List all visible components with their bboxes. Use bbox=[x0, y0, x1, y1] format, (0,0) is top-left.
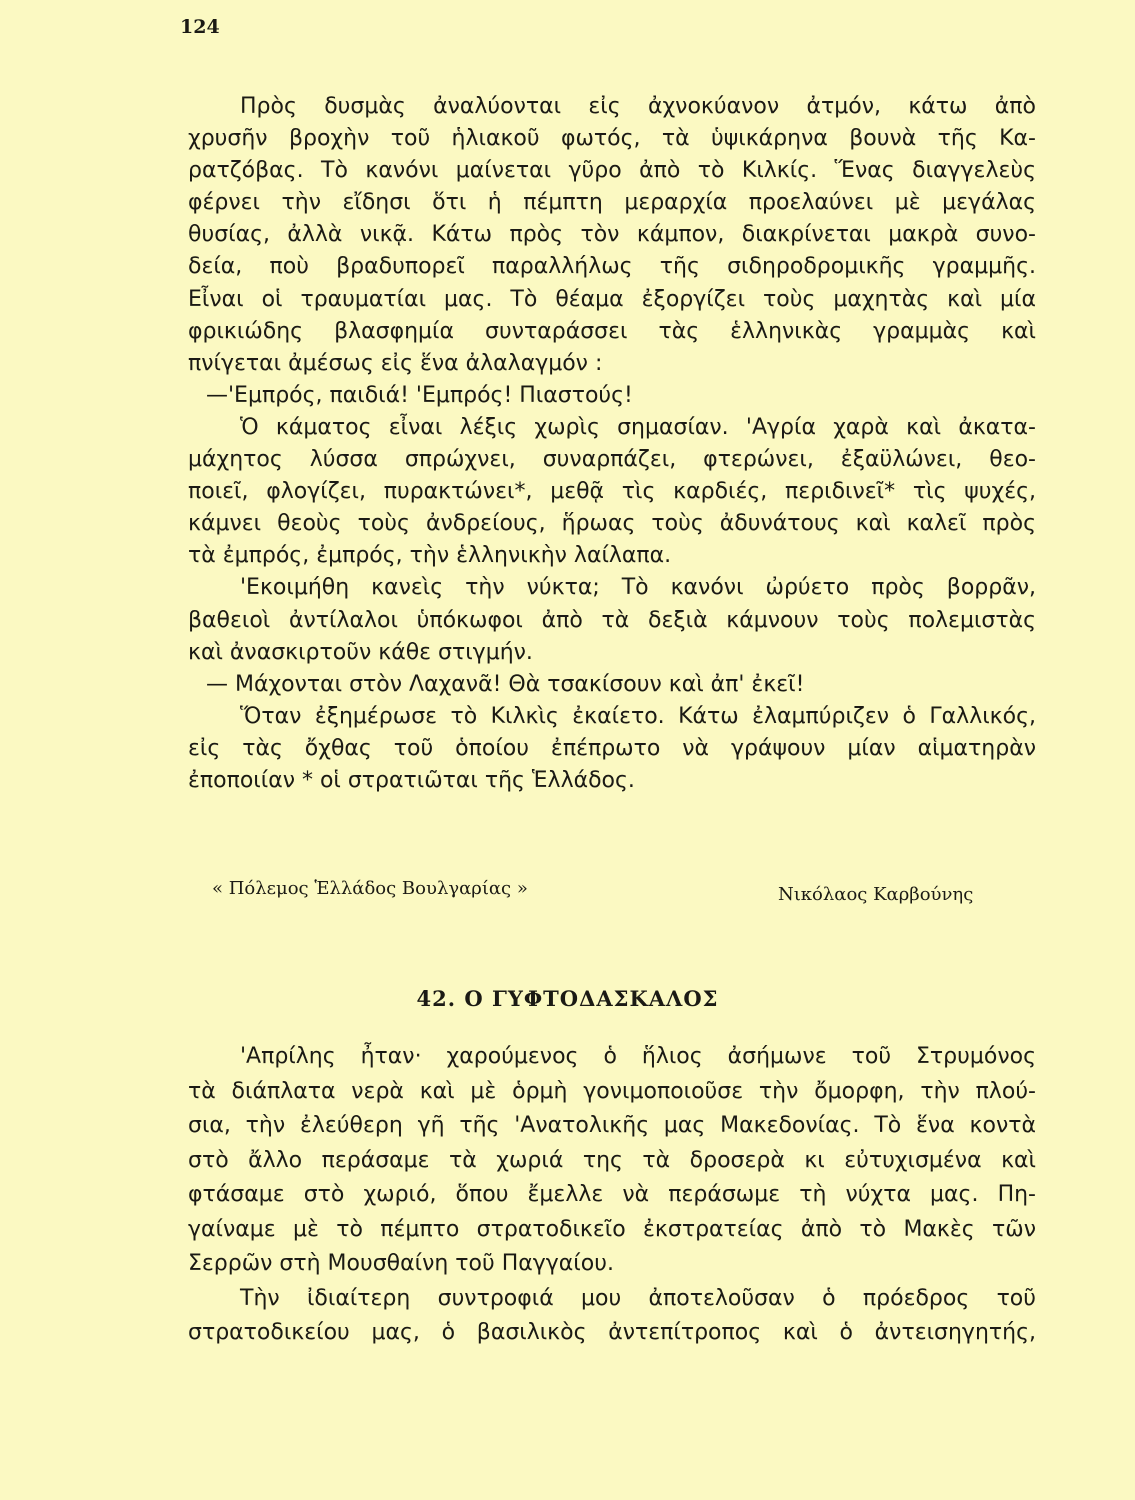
text-line: θυσίας, ἀλλὰ νικᾷ. Κάτω πρὸς τὸν κάμπον, διακρίνεται μακρὰ συνο- bbox=[188, 222, 1036, 248]
text-line: σια, τὴν ἐλεύθερη γῆ τῆς 'Ανατολικῆς μας Μακεδονίας. Τὸ ἕνα κοντὰ bbox=[188, 1113, 1036, 1138]
page-number: 124 bbox=[180, 16, 220, 38]
text-line: κάμνει θεοὺς τοὺς ἀνδρείους, ἥρωας τοὺς ἀδυνάτους καὶ καλεῖ πρὸς bbox=[188, 511, 1036, 537]
citation-source: « Πόλεμος Ἑλλάδος Βουλγαρίας » bbox=[212, 878, 528, 899]
text-line: στὸ ἄλλο περάσαμε τὰ χωριά της τὰ δροσερὰ κι εὐτυχισμένα καὶ bbox=[188, 1147, 1036, 1173]
text-line: Εἶναι οἱ τραυματίαι μας. Τὸ θέαμα ἐξοργίζει τοὺς μαχητὰς καὶ μία bbox=[188, 286, 1036, 312]
text-line: χρυσῆν βροχὴν τοῦ ἡλιακοῦ φωτός, τὰ ὑψικάρηνα βουνὰ τῆς Κα- bbox=[188, 126, 1036, 152]
text-line: ἐποποιίαν * οἱ στρατιῶται τῆς Ἑλλάδος. bbox=[188, 767, 635, 793]
section-2-text bbox=[188, 1040, 1036, 1351]
text-line: πνίγεται ἀμέσως εἰς ἕνα ἀλαλαγμόν : bbox=[188, 350, 603, 376]
dialogue-line: — Μάχονται στὸν Λαχανᾶ! Θὰ τσακίσουν καὶ ἀπ' ἐκεῖ! bbox=[206, 671, 805, 697]
text-line: φτάσαμε στὸ χωριό, ὅπου ἔμελλε νὰ περάσωμε τὴ νύχτα μας. Πη- bbox=[188, 1182, 1036, 1207]
text-line: φέρνει τὴν εἴδησι ὅτι ἡ πέμπτη μεραρχία προελαύνει μὲ μεγάλας bbox=[188, 190, 1036, 216]
text-line: ρατζόβας. Τὸ κανόνι μαίνεται γῦρο ἀπὸ τὸ Κιλκίς. Ἕνας διαγγελεὺς bbox=[188, 158, 1036, 184]
dialogue-line: —'Εμπρός, παιδιά! 'Εμπρός! Πιαστούς! bbox=[206, 382, 633, 408]
text-line: τὰ διάπλατα νερὰ καὶ μὲ ὁρμὴ γονιμοποιοῦσε τὴν ὄμορφη, τὴν πλού- bbox=[188, 1078, 1036, 1104]
text-line: βαθειοὶ ἀντίλαλοι ὑπόκωφοι ἀπὸ τὰ δεξιὰ κάμνουν τοὺς πολεμιστὰς bbox=[188, 607, 1036, 633]
text-line: Ὅταν ἐξημέρωσε τὸ Κιλκὶς ἐκαίετο. Κάτω ἐλαμπύριζεν ὁ Γαλλικός, bbox=[240, 703, 1036, 729]
text-line: δεία, ποὺ βραδυπορεῖ παραλλήλως τῆς σιδηροδρομικῆς γραμμῆς. bbox=[188, 254, 1036, 280]
text-line: τὰ ἐμπρός, ἐμπρός, τὴν ἑλληνικὴν λαίλαπα. bbox=[188, 543, 672, 569]
text-line: Ὁ κάματος εἶναι λέξις χωρὶς σημασίαν. 'Αγρία χαρὰ καὶ ἀκατα- bbox=[240, 414, 1036, 440]
citation-author: Νικόλαος Καρβούνης bbox=[778, 884, 974, 905]
text-line: γαίναμε μὲ τὸ πέμπτο στρατοδικεῖο ἐκστρατείας ἀπὸ τὸ Μακὲς τῶν bbox=[188, 1216, 1036, 1242]
text-line: Σερρῶν στὴ Μουσθαίνη τοῦ Παγγαίου. bbox=[188, 1251, 614, 1276]
text-line: καὶ ἀνασκιρτοῦν κάθε στιγμήν. bbox=[188, 639, 533, 665]
text-line: Τὴν ἰδιαίτερη συντροφιά μου ἀποτελοῦσαν ὁ πρόεδρος τοῦ bbox=[240, 1285, 1036, 1311]
text-line: 'Εκοιμήθη κανεὶς τὴν νύκτα; Τὸ κανόνι ὠρύετο πρὸς βορρᾶν, bbox=[240, 575, 1036, 601]
chapter-heading: 42. Ο ΓΥΦΤΟΔΑΣΚΑΛΟΣ bbox=[416, 986, 719, 1011]
text-line: εἰς τὰς ὄχθας τοῦ ὁποίου ἐπέπρωτο νὰ γράψουν μίαν αἱματηρὰν bbox=[188, 735, 1036, 761]
text-line: ποιεῖ, φλογίζει, πυρακτώνει*, μεθᾷ τὶς καρδιές, περιδινεῖ* τὶς ψυχές, bbox=[188, 479, 1036, 505]
text-line: 'Απρίλης ἦταν· χαρούμενος ὁ ἥλιος ἀσήμωνε τοῦ Στρυμόνος bbox=[240, 1044, 1036, 1069]
section-1-text bbox=[188, 91, 1036, 797]
text-line: στρατοδικείου μας, ὁ βασιλικὸς ἀντεπίτροπος καὶ ὁ ἀντεισηγητής, bbox=[188, 1320, 1036, 1345]
text-line: Πρὸς δυσμὰς ἀναλύονται εἰς ἀχνοκύανον ἀτμόν, κάτω ἀπὸ bbox=[240, 94, 1036, 119]
text-line: φρικιώδης βλασφημία συνταράσσει τὰς ἑλληνικὰς γραμμὰς καὶ bbox=[188, 318, 1036, 344]
text-line: μάχητος λύσσα σπρώχνει, συναρπάζει, φτερώνει, ἐξαϋλώνει, θεο- bbox=[188, 447, 1036, 473]
